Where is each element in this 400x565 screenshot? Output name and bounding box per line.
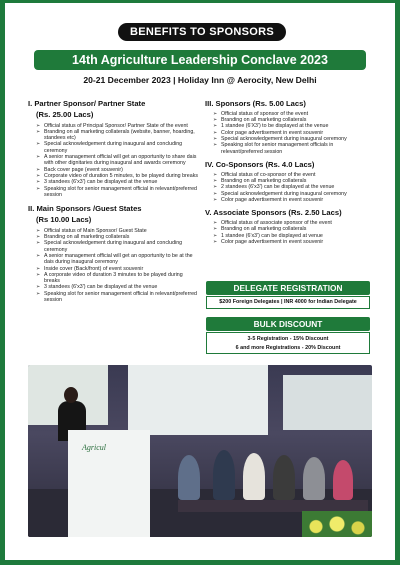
list-item: ➢ Official status of associate sponsor of the event <box>213 220 375 226</box>
list-item: ➢ A corporate video of duration 3 minutes to be played during breaks <box>36 272 200 285</box>
delegate-registration-fees: $200 Foreign Delegates | INR 4000 for Indian Delegate <box>206 296 370 309</box>
podium-label: Agricul <box>82 443 106 452</box>
list-item: ➢ Branding on all marketing collaterals <box>213 117 375 123</box>
sponsors-title: III. Sponsors (Rs. 5.00 Lacs) <box>205 99 306 108</box>
backdrop-banner-right <box>283 375 372 430</box>
list-item: ➢ Inside cover (Back/front) of event souvenir <box>36 266 200 272</box>
backdrop-banner-center <box>128 365 268 435</box>
benefits-heading: BENEFITS TO SPONSORS <box>118 23 286 41</box>
left-column <box>28 100 200 309</box>
sponsors-benefits <box>213 111 375 155</box>
list-item: ➢ Special acknowledgement during inaugural and concluding ceremony <box>36 141 200 154</box>
frame-bottom <box>0 560 400 565</box>
list-item: ➢ Back cover page (event souvenir) <box>36 167 200 173</box>
associate-sponsors-benefits <box>213 220 375 245</box>
list-item: ➢ Speaking slot for senior management official in relevant/preferred session <box>36 186 200 199</box>
list-item: ➢ Special acknowledgement during inaugural and concluding ceremony <box>36 240 200 253</box>
event-date-venue: 20-21 December 2023 | Holiday Inn @ Aerocity, New Delhi <box>83 75 317 85</box>
bulk-discount-tier-2: 6 and more Registrations - 20% Discount <box>235 344 341 351</box>
panelist <box>303 457 325 500</box>
panelist <box>213 450 235 500</box>
right-column <box>205 100 375 251</box>
panelist <box>273 455 295 500</box>
co-sponsors-title: IV. Co-Sponsors (Rs. 4.0 Lacs) <box>205 159 315 169</box>
list-item: ➢ Branding on all marketing collaterals (website, banner, hoarding, standees etc) <box>36 129 200 142</box>
partner-sponsor-price: (Rs. 25.00 Lacs) <box>36 109 94 119</box>
delegate-registration-heading: DELEGATE REGISTRATION <box>206 281 370 295</box>
main-sponsor-benefits <box>36 228 200 304</box>
associate-sponsors-title: V. Associate Sponsors (Rs. 2.50 Lacs) <box>205 208 342 218</box>
main-sponsor-price: (Rs 10.00 Lacs) <box>36 214 92 224</box>
partner-sponsor-title: I. Partner Sponsor/ Partner State <box>28 99 146 108</box>
event-title: 14th Agriculture Leadership Conclave 2023 <box>34 50 366 70</box>
list-item: ➢ Color page advertisement in event souvenir <box>213 130 375 136</box>
list-item: ➢ Special acknowledgement during inaugural ceremony <box>213 191 375 197</box>
flower-arrangement <box>302 511 372 537</box>
panelist <box>333 460 353 500</box>
list-item: ➢ Official status of sponsor of the event <box>213 111 375 117</box>
bulk-discount-details <box>206 332 370 354</box>
panelist <box>243 453 265 500</box>
list-item: ➢ Speaking slot for senior management officials in relevant/preferred session <box>213 142 375 155</box>
list-item: ➢ 2 standees (6'x3') can be displayed at the venue <box>213 184 375 190</box>
list-item: ➢ A senior management official will get an opportunity to share dais with other dignitaries during inaugural and awards ceremony <box>36 154 200 167</box>
list-item: ➢ Speaking slot for senior management official in relevant/preferred session <box>36 291 200 304</box>
list-item: ➢ Branding on all marketing collaterals <box>213 178 375 184</box>
bulk-discount-tier-1: 3-5 Registration - 15% Discount <box>247 336 329 342</box>
list-item: ➢ Branding on all marketing collaterals <box>213 226 375 232</box>
event-photo <box>28 365 372 537</box>
list-item: ➢ 3 standees (6'x3') can be displayed at the venue <box>36 284 200 290</box>
bulk-discount-heading: BULK DISCOUNT <box>206 317 370 331</box>
list-item: ➢ Official status of co-sponsor of the event <box>213 172 375 178</box>
list-item: ➢ A senior management official will get an opportunity to be at the dais during inaugural ceremony <box>36 253 200 266</box>
list-item: ➢ Branding on all marketing collaterals <box>36 234 200 240</box>
list-item: ➢ Corporate video of duration 5 minutes, to be played during breaks <box>36 173 200 179</box>
list-item: ➢ Official status of Main Sponsor/ Guest State <box>36 228 200 234</box>
list-item: ➢ Special acknowledgement during inaugural ceremony <box>213 136 375 142</box>
podium <box>68 430 150 537</box>
list-item: ➢ Color page advertisement in event souvenir <box>213 239 375 245</box>
list-item: ➢ Color page advertisement in event souvenir <box>213 197 375 203</box>
main-sponsor-title: II. Main Sponsors /Guest States <box>28 204 142 214</box>
co-sponsors-benefits <box>213 172 375 203</box>
list-item: ➢ 1 standee (6'X3') to be displayed at the venue <box>213 123 375 129</box>
speaker-head <box>64 387 78 403</box>
list-item: ➢ Official status of Principal Sponsor/ Partner State of the event <box>36 123 200 129</box>
list-item: ➢ 3 standees (6'x3') can be displayed at the venue <box>36 179 200 185</box>
frame-top <box>0 0 400 3</box>
panelist <box>178 455 200 500</box>
partner-sponsor-benefits <box>36 123 200 199</box>
list-item: ➢ 1 standee (6'x3') can be displayed at venue <box>213 233 375 239</box>
